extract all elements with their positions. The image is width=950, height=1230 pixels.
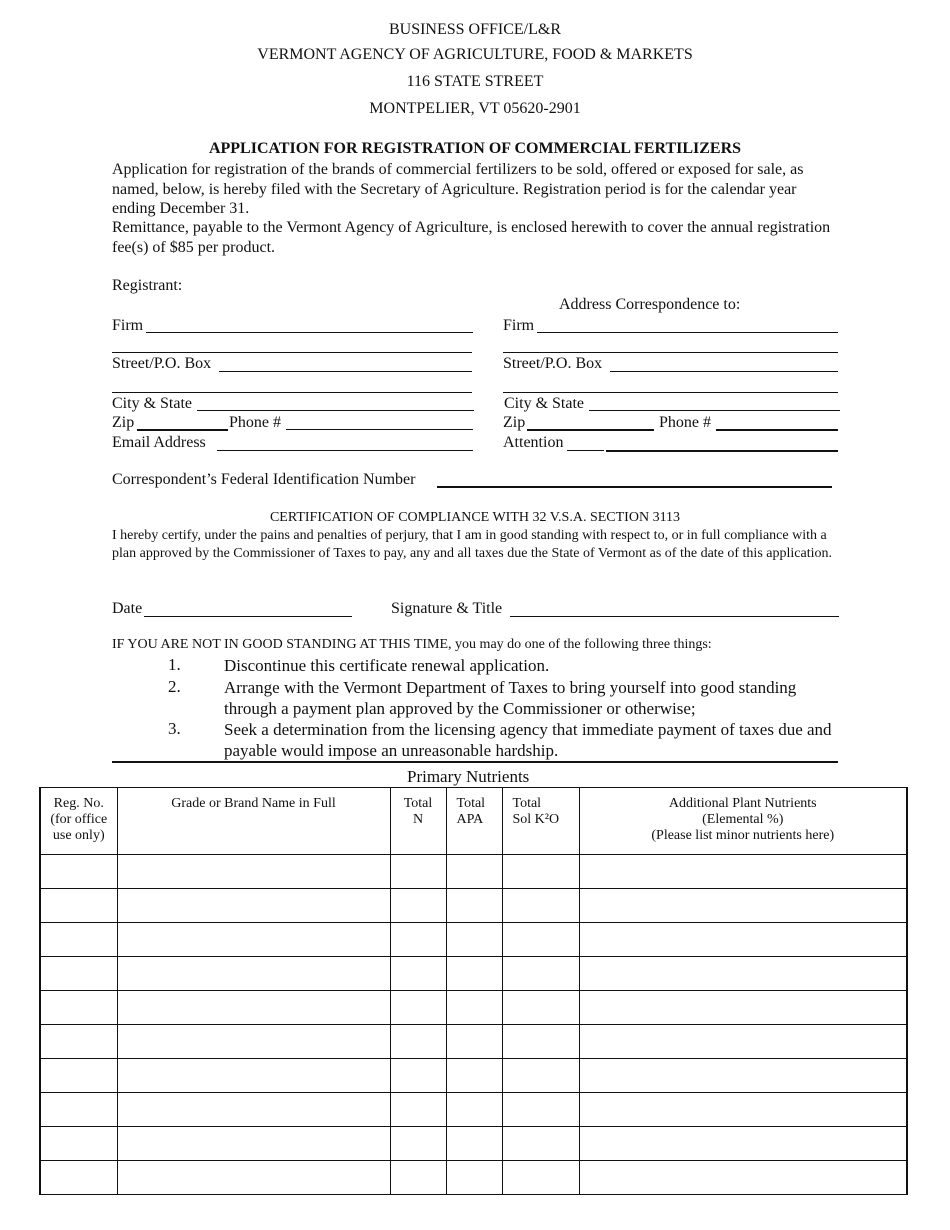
table-row [40,1127,907,1161]
correspondence-firm-label: Firm [503,317,535,334]
total-apa-cell[interactable] [446,923,502,957]
grade-cell[interactable] [117,1161,390,1195]
correspondence-phone-label: Phone # [659,414,711,431]
col-total-sol-line-2: Sol K²O [512,812,560,827]
grade-cell[interactable] [117,957,390,991]
correspondence-zip-label: Zip [503,414,526,431]
registrant-street-line-2[interactable] [112,392,472,393]
total-n-cell[interactable] [390,1025,446,1059]
total-sol-cell[interactable] [502,957,579,991]
table-row [40,957,907,991]
total-sol-cell[interactable] [502,855,579,889]
total-sol-cell[interactable] [502,1025,579,1059]
registrant-email-label: Email Address [112,434,206,451]
additional-nutrients-cell[interactable] [579,1025,907,1059]
correspondence-zip-field[interactable] [527,429,654,431]
total-apa-cell[interactable] [446,855,502,889]
grade-cell[interactable] [117,889,390,923]
total-n-cell[interactable] [390,923,446,957]
col-reg-no-line-2: (for office [50,812,108,827]
total-sol-cell[interactable] [502,889,579,923]
page-title: APPLICATION FOR REGISTRATION OF COMMERCIAL FERTILIZERS [208,140,742,157]
correspondence-attention-label: Attention [503,434,564,451]
registrant-zip-label: Zip [112,414,135,431]
additional-nutrients-cell[interactable] [579,1161,907,1195]
additional-nutrients-cell[interactable] [579,991,907,1025]
registrant-city-field[interactable] [197,410,474,411]
header-office: BUSINESS OFFICE/L&R [388,21,562,38]
col-additional-line-1: Additional Plant Nutrients [668,796,817,811]
col-total-sol-line-1: Total [512,796,542,811]
reg-no-cell[interactable] [40,1161,117,1195]
col-total-n-line-1: Total [403,796,433,811]
section-divider [112,761,838,763]
table-header-row [40,788,907,855]
total-n-cell[interactable] [390,1059,446,1093]
col-total-sol [502,788,579,855]
total-n-cell[interactable] [390,991,446,1025]
standing-item-1-number: 1. [168,655,181,674]
registrant-phone-field[interactable] [286,429,473,430]
correspondence-city-label: City & State [504,395,584,412]
registrant-street-label: Street/P.O. Box [112,355,212,372]
col-reg-no [40,788,117,855]
total-apa-cell[interactable] [446,1127,502,1161]
standing-item-2-number: 2. [168,677,181,696]
table-row [40,1025,907,1059]
total-apa-cell[interactable] [446,957,502,991]
nutrients-table [39,787,908,1195]
col-additional-nutrients [579,788,907,855]
reg-no-cell[interactable] [40,889,117,923]
table-row [40,991,907,1025]
standing-item-2-text: Arrange with the Vermont Department of Taxes to bring yourself into good standing through a payment plan approved by the Commissioner or otherwise; [224,678,797,718]
reg-no-cell[interactable] [40,855,117,889]
col-reg-no-line-3: use only) [52,828,105,843]
col-additional-line-2: (Elemental %) [702,812,784,827]
correspondence-firm-field[interactable] [537,332,838,333]
intro-paragraph-1: Application for registration of the brands of commercial fertilizers to be sold, offered or exposed for sale, as named, below, is hereby filed with the Secretary of Agriculture. Registration period is for the calendar year ending December 31. [112,161,804,218]
total-sol-cell[interactable] [502,923,579,957]
col-total-n [390,788,446,855]
header-agency: VERMONT AGENCY OF AGRICULTURE, FOOD & MARKETS [257,46,693,63]
date-field[interactable] [144,616,352,617]
registrant-firm-line-2[interactable] [112,352,472,353]
registrant-phone-label: Phone # [229,414,281,431]
grade-cell[interactable] [117,1059,390,1093]
total-n-cell[interactable] [390,1093,446,1127]
header-street: 116 STATE STREET [406,73,544,90]
table-row [40,923,907,957]
grade-cell[interactable] [117,855,390,889]
reg-no-cell[interactable] [40,957,117,991]
correspondence-firm-line-2[interactable] [503,352,838,353]
col-total-apa-line-1: Total [456,796,486,811]
total-sol-cell[interactable] [502,991,579,1025]
total-apa-cell[interactable] [446,991,502,1025]
col-grade-label: Grade or Brand Name in Full [171,796,336,811]
additional-nutrients-cell[interactable] [579,855,907,889]
standing-item-3-number: 3. [168,719,181,738]
registrant-firm-label: Firm [112,317,144,334]
grade-cell[interactable] [117,1127,390,1161]
registrant-heading: Registrant: [112,277,183,294]
intro-paragraph-2: Remittance, payable to the Vermont Agency of Agriculture, is enclosed herewith to cover the annual registration fee(s) of $85 per product. [112,219,831,256]
reg-no-cell[interactable] [40,1025,117,1059]
table-row [40,1059,907,1093]
total-sol-cell[interactable] [502,1059,579,1093]
grade-cell[interactable] [117,1025,390,1059]
table-caption: Primary Nutrients [407,767,530,786]
grade-cell[interactable] [117,1093,390,1127]
total-n-cell[interactable] [390,1127,446,1161]
table-row [40,889,907,923]
correspondence-street-field[interactable] [610,371,838,372]
total-apa-cell[interactable] [446,1059,502,1093]
table-row [40,855,907,889]
additional-nutrients-cell[interactable] [579,1059,907,1093]
col-total-apa-line-2: APA [456,812,484,827]
correspondence-heading: Address Correspondence to: [559,296,741,313]
signature-label: Signature & Title [391,600,503,617]
reg-no-cell[interactable] [40,1093,117,1127]
standing-intro: IF YOU ARE NOT IN GOOD STANDING AT THIS TIME, you may do one of the following three things: [112,637,712,652]
correspondence-street-label: Street/P.O. Box [503,355,603,372]
correspondence-attention-field[interactable] [606,450,838,452]
reg-no-cell[interactable] [40,923,117,957]
total-apa-cell[interactable] [446,889,502,923]
total-sol-cell[interactable] [502,1093,579,1127]
registrant-firm-field[interactable] [146,332,473,333]
total-n-cell[interactable] [390,1161,446,1195]
total-n-cell[interactable] [390,889,446,923]
grade-cell[interactable] [117,991,390,1025]
registrant-city-label: City & State [112,395,192,412]
certification-heading: CERTIFICATION OF COMPLIANCE WITH 32 V.S.A. SECTION 3113 [269,510,681,525]
correspondence-city-field[interactable] [589,410,840,411]
federal-id-label: Correspondent’s Federal Identification Number [112,471,416,488]
total-n-cell[interactable] [390,957,446,991]
standing-item-3-text: Seek a determination from the licensing agency that immediate payment of taxes due and payable would impose an unreasonable hardship. [224,720,832,760]
col-total-apa [446,788,502,855]
grade-cell[interactable] [117,923,390,957]
col-reg-no-line-1: Reg. No. [53,796,104,811]
total-n-cell[interactable] [390,855,446,889]
additional-nutrients-cell[interactable] [579,1127,907,1161]
federal-id-field[interactable] [437,486,832,488]
date-label: Date [112,600,143,617]
total-apa-cell[interactable] [446,1161,502,1195]
correspondence-attention-line-a[interactable] [567,450,604,451]
col-grade [117,788,390,855]
certification-text: I hereby certify, under the pains and penalties of perjury, that I am in good standing with respect to, or in full compliance with a plan approved by the Commissioner of Taxes to pay, any and all taxes due the State of Vermont as of the date of this application. [112,528,832,561]
additional-nutrients-cell[interactable] [579,923,907,957]
standing-item-1-text: Discontinue this certificate renewal application. [224,656,550,675]
registrant-zip-field[interactable] [137,429,228,431]
table-row [40,1161,907,1195]
additional-nutrients-cell[interactable] [579,889,907,923]
correspondence-street-line-2[interactable] [503,392,838,393]
reg-no-cell[interactable] [40,1127,117,1161]
total-apa-cell[interactable] [446,1093,502,1127]
total-sol-cell[interactable] [502,1161,579,1195]
col-total-n-line-2: N [412,812,424,827]
table-row [40,1093,907,1127]
col-additional-line-3: (Please list minor nutrients here) [651,828,835,843]
total-sol-cell[interactable] [502,1127,579,1161]
reg-no-cell[interactable] [40,1059,117,1093]
correspondence-phone-field[interactable] [716,429,838,431]
registrant-street-field[interactable] [219,371,472,372]
additional-nutrients-cell[interactable] [579,957,907,991]
additional-nutrients-cell[interactable] [579,1093,907,1127]
header-city: MONTPELIER, VT 05620-2901 [369,100,581,117]
total-apa-cell[interactable] [446,1025,502,1059]
reg-no-cell[interactable] [40,991,117,1025]
registrant-email-field[interactable] [217,450,473,451]
signature-field[interactable] [510,616,839,617]
